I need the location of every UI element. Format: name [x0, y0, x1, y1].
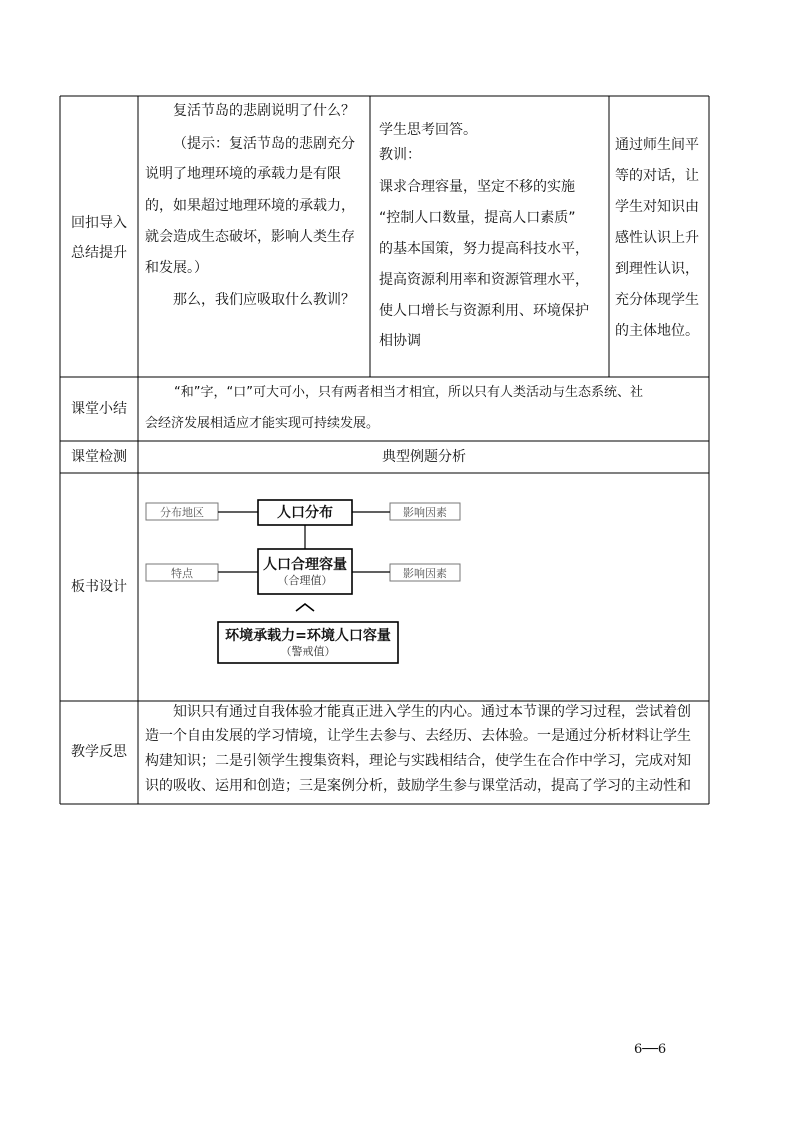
student-line: 课求合理容量，坚定不移的实施: [379, 179, 575, 195]
label-carrying-capacity: [218, 622, 398, 663]
student-line: 提高资源利用率和资源管理水平，: [379, 272, 589, 288]
teacher-line: 就会造成生态破坏，影响人类生存: [145, 229, 355, 245]
row-label-teaching-reflection: 教学反思: [71, 744, 127, 760]
row-label-class-summary: 课堂小结: [71, 401, 127, 417]
class-summary-line: 会经济发展相适应才能实现可持续发展。: [145, 416, 380, 431]
characteristics-text: 特点: [171, 566, 193, 580]
intent-line: 感性认识上升: [615, 230, 699, 246]
intent-line: 充分体现学生: [615, 292, 699, 308]
student-line: 的基本国策，努力提高科技水平，: [379, 241, 589, 257]
class-summary-line: “和”字，“口”可大可小，只有两者相当才相宜，所以只有人类活动与生态系统、社: [174, 385, 643, 400]
student-line: 使人口增长与资源利用、环境保护: [379, 303, 589, 319]
intent-line: 等的对话，让: [615, 168, 699, 184]
teacher-line: 的，如果超过地理环境的承载力，: [145, 198, 355, 214]
page-number: 6──6: [634, 1042, 667, 1057]
label-reasonable-capacity: [258, 549, 352, 594]
class-check-content: 典型例题分析: [382, 449, 466, 465]
teacher-line: 那么，我们应吸取什么教训？: [173, 292, 355, 308]
teacher-line: 和发展。）: [145, 260, 208, 276]
row-label-summary-1: 回扣导入: [71, 215, 127, 231]
student-line: 相协调: [379, 333, 421, 349]
influence-factors-1-text: 影响因素: [403, 505, 447, 519]
carrying-capacity-text: 环境承载力=环境人口容量: [225, 627, 391, 644]
population-distribution-text: 人口分布: [277, 504, 333, 521]
row-label-board-design: 板书设计: [71, 579, 127, 595]
reflection-line: 识的吸收、运用和创造；三是案例分析，鼓励学生参与课堂活动，提高了学习的主动性和: [145, 778, 691, 794]
reflection-line: 知识只有通过自我体验才能真正进入学生的内心。通过本节课的学习过程，尝试着创: [173, 704, 691, 720]
influence-factors-2-text: 影响因素: [403, 566, 447, 580]
student-line: 学生思考回答。: [379, 122, 477, 138]
reasonable-value-text: （合理值）: [277, 573, 333, 587]
student-line: 教训：: [379, 147, 421, 163]
intent-line: 学生对知识由: [615, 199, 699, 215]
warning-value-text: （警戒值）: [280, 644, 336, 658]
distribution-area-text: 分布地区: [160, 505, 204, 519]
label-population-distribution: [258, 500, 352, 525]
row-label-summary-2: 总结提升: [71, 245, 127, 261]
intent-line: 的主体地位。: [615, 323, 699, 339]
caret-up-icon: [296, 604, 314, 611]
teacher-line: 复活节岛的悲剧说明了什么？: [173, 103, 355, 119]
intent-line: 到理性认识，: [615, 261, 699, 277]
reasonable-capacity-text: 人口合理容量: [263, 556, 347, 573]
reflection-line: 构建知识；二是引领学生搜集资料，理论与实践相结合，使学生在合作中学习，完成对知: [145, 753, 691, 769]
reflection-line: 造一个自由发展的学习情境，让学生去参与、去经历、去体验。一是通过分析材料让学生: [145, 728, 691, 744]
teacher-line: 说明了地理环境的承载力是有限: [145, 166, 341, 182]
row-label-class-check: 课堂检测: [71, 449, 127, 465]
student-line: “控制人口数量，提高人口素质”: [379, 210, 576, 226]
intent-line: 通过师生间平: [615, 137, 699, 153]
teacher-line: （提示：复活节岛的悲剧充分: [173, 136, 355, 152]
